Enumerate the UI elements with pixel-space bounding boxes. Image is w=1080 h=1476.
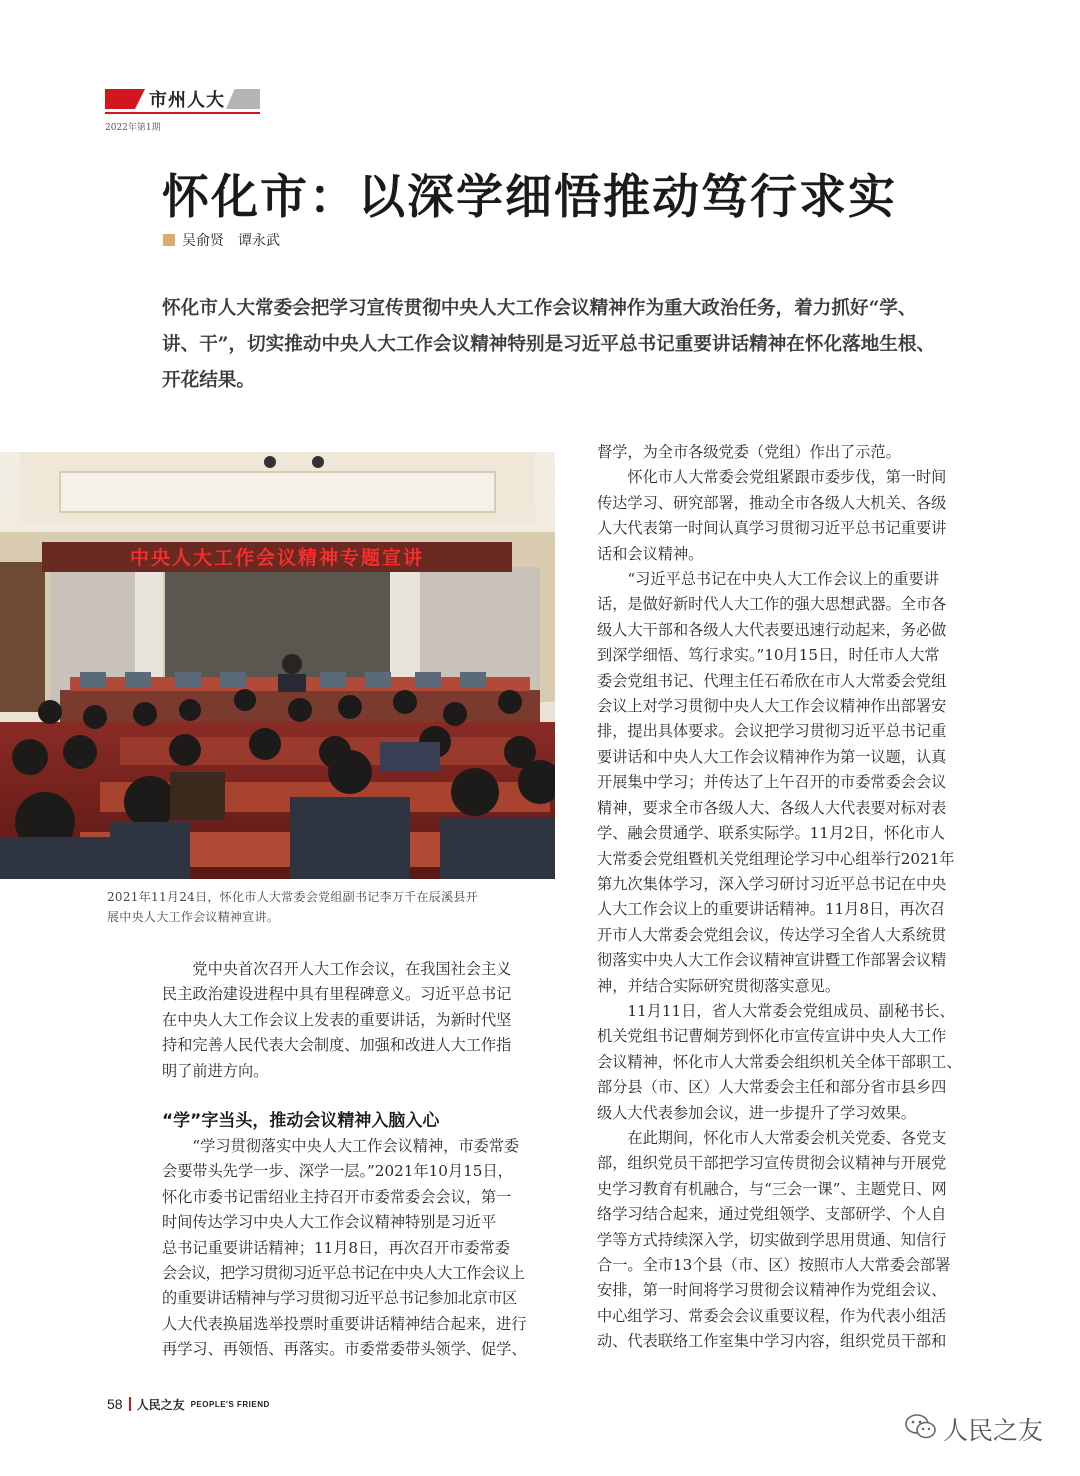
text-line: 要讲话和中央人大工作会议精神作为第一议题，认真 [597,747,947,766]
section-mark-gray [226,89,260,109]
section-subheading: “学”字当头，推动会议精神入脑入心 [162,1111,440,1131]
text-line: 人大代表第一时间认真学习贯彻习近平总书记重要讲 [597,519,947,538]
page-number: 58 [107,1396,123,1412]
text-line: 合一。全市13个县（市、区）按照市人大常委会部署 [597,1256,951,1274]
text-line: 排，提出具体要求。会议把学习贯彻习近平总书记重 [597,722,947,741]
text-line: 人大代表换届选举投票时重要讲话精神结合起来，进行 [162,1314,527,1333]
text-line: 第九次集体学习，深入学习研讨习近平总书记在中央 [597,874,947,893]
banner-text: 中央人大工作会议精神专题宣讲 [129,547,425,569]
lead-line: 怀化市人大常委会把学习宣传贯彻中央人大工作会议精神作为重大政治任务，着力抓好“学、 [162,298,917,319]
magazine-name-en: PEOPLE'S FRIEND [190,1399,270,1409]
text-line: 党中央首次召开人大工作会议，在我国社会主义 [162,960,512,978]
text-line: 怀化市委书记雷绍业主持召开市委常委会会议，第一 [162,1187,512,1206]
text-line: 在此期间，怀化市人大常委会机关党委、各党支 [597,1128,947,1147]
article-authors: 吴俞贤 谭永武 [182,233,280,249]
text-line: “学习贯彻落实中央人大工作会议精神，市委常委 [162,1137,520,1155]
text-line: 再学习、再领悟、再落实。市委常委带头领学、促学、 [162,1340,527,1359]
article-title: 怀化市：以深学细悟推动笃行求实 [162,170,897,225]
lead-line: 讲、干”，切实推动中央人大工作会议精神特别是习近平总书记重要讲话精神在怀化落地生根、 [162,334,936,355]
text-line: 持和完善人民代表大会制度、加强和改进人大工作指 [162,1036,512,1055]
right-column-body [597,440,992,1355]
text-line: 史学习教育有机融合，与“三会一课”、主题党日、网 [597,1179,947,1198]
text-line: 彻落实中央人大工作会议精神宣讲暨工作部署会议精 [597,951,947,970]
text-line: 机关党组书记曹炯芳到怀化市宣传宣讲中央人大工作 [597,1027,947,1046]
footer-divider [129,1397,131,1411]
meeting-photo [0,452,555,879]
text-line: 学等方式持续深入学，切实做到学思用贯通、知信行 [597,1230,947,1249]
page-footer [107,1395,270,1413]
lead-line: 开花结果。 [162,370,255,391]
text-line: 督学，为全市各级党委（党组）作出了示范。 [597,443,901,461]
text-line: 安排，第一时间将学习贯彻会议精神作为党组会议、 [597,1281,947,1300]
text-line: 开展集中学习；并传达了上午召开的市委常委会会议 [597,773,947,792]
left-column-body [162,1134,557,1363]
text-line: 精神，要求全市各级人大、各级人大代表要对标对表 [597,798,947,817]
text-line: 络学习结合起来，通过党组领学、支部研学、个人自 [597,1205,947,1224]
text-line: 的重要讲话精神与学习贯彻习近平总书记参加北京市区 [162,1289,517,1308]
text-line: 话和会议精神。 [597,544,704,563]
author-marker [163,234,175,246]
text-line: 会要带头先学一步、深学一层。”2021年10月15日， [162,1162,513,1181]
photo-caption [107,887,557,927]
text-line: 委会党组书记、代理主任石希欣在市人大常委会党组 [597,671,947,690]
caption-line: 展中央人大工作会议精神宣讲。 [107,910,280,924]
text-line: 动、代表联络工作室集中学习内容，组织党员干部和 [597,1332,947,1351]
text-line: 会议上对学习贯彻中央人大工作会议精神作出部署安 [597,697,947,716]
text-line: 开市人大常委会党组会议，传达学习全省人大系统贯 [597,925,947,944]
text-line: 传达学习、研究部署，推动全市各级人大机关、各级 [597,493,947,512]
text-line: 11月11日，省人大常委会党组成员、副秘书长、 [597,1001,955,1020]
text-line: 中心组学习、常委会会议重要议程，作为代表小组活 [597,1306,947,1325]
text-line: 在中央人大工作会议上发表的重要讲话，为新时代坚 [162,1010,512,1029]
caption-line: 2021年11月24日，怀化市人大常委会党组副书记李万千在辰溪县开 [107,890,478,904]
text-line: 大常委会党组暨机关党组理论学习中心组举行2021年 [597,849,955,868]
text-line: 部分县（市、区）人大常委会主任和部分省市县乡四 [597,1078,947,1097]
watermark-text: 人民之友 [943,1416,1044,1445]
wechat-icon [905,1414,937,1444]
text-line: 部，组织党员干部把学习宣传贯彻会议精神与开展党 [597,1154,947,1173]
wechat-watermark [905,1411,1043,1447]
text-line: 怀化市人大常委会党组紧跟市委步伐，第一时间 [597,468,947,487]
text-line: 学、融会贯通学、联系实际学。11月2日，怀化市人 [597,824,945,843]
magazine-name: 人民之友 [136,1397,185,1412]
text-line: 级人大代表参加会议，进一步提升了学习效果。 [597,1103,916,1122]
left-column-intro [162,957,557,1084]
text-line: “习近平总书记在中央人大工作会议上的重要讲 [597,570,939,589]
section-underline [105,112,260,114]
text-line: 话，是做好新时代人大工作的强大思想武器。全市各 [597,595,947,614]
text-line: 级人大干部和各级人大代表要迅速行动起来，务必做 [597,620,947,639]
text-line: 神，并结合实际研究贯彻落实意见。 [597,976,840,995]
text-line: 人大工作会议上的重要讲话精神。11月8日，再次召 [597,900,945,919]
text-line: 明了前进方向。 [162,1061,269,1080]
text-line: 会会议，把学习贯彻习近平总书记在中央人大工作会议上 [162,1264,525,1283]
issue-label: 2022年第1期 [105,123,161,133]
text-line: 会议精神，怀化市人大常委会组织机关全体干部职工、 [597,1052,962,1071]
article-lead [162,291,998,399]
section-title: 市州人大 [149,90,225,111]
text-line: 到深学细悟、笃行求实。”10月15日，时任市人大常 [597,646,940,665]
text-line: 时间传达学习中央人大工作会议精神特别是习近平 [162,1213,497,1232]
section-mark-red [105,89,145,109]
text-line: 民主政治建设进程中具有里程碑意义。习近平总书记 [162,985,512,1004]
text-line: 总书记重要讲话精神；11月8日，再次召开市委常委 [162,1238,510,1257]
